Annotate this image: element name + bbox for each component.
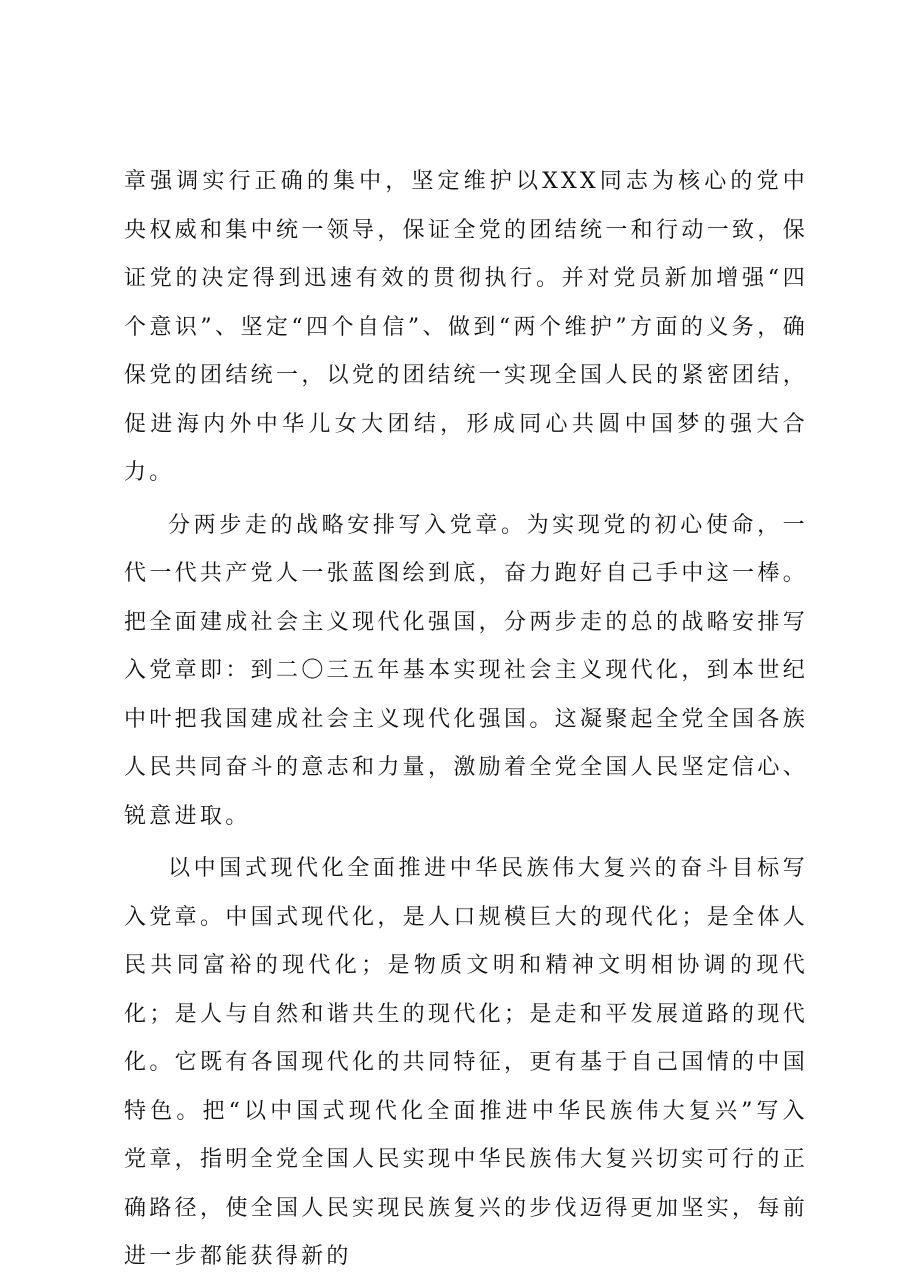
paragraph-1: 章强调实行正确的集中，坚定维护以XXX同志为核心的党中央权威和集中统一领导，保证全党的团结统一和行动一致，保证党的决定得到迅速有效的贯彻执行。并对党员新加增强“四个意识”、坚定“四个自信”、做到“两个维护”方面的义务，确保党的团结统一，以党的团结统一实现全国人民的紧密团结，促进海内外中华儿女大团结，形成同心共圆中国梦的强大合力。 (124, 169, 808, 485)
document-body (124, 158, 808, 1286)
paragraph-2: 分两步走的战略安排写入党章。为实现党的初心使命，一代一代共产党人一张蓝图绘到底，奋力跑好自己手中这一棒。把全面建成社会主义现代化强国，分两步走的总的战略安排写入党章即：到二〇三五年基本实现社会主义现代化，到本世纪中叶把我国建成社会主义现代化强国。这凝聚起全党全国各族人民共同奋斗的意志和力量，激励着全党全国人民坚定信心、锐意进取。 (124, 512, 808, 829)
paragraph-3: 以中国式现代化全面推进中华民族伟大复兴的奋斗目标写入党章。中国式现代化，是人口规模巨大的现代化；是全体人民共同富裕的现代化；是物质文明和精神文明相协调的现代化；是人与自然和谐共生的现代化；是走和平发展道路的现代化。它既有各国现代化的共同特征，更有基于自己国情的中国特色。把“以中国式现代化全面推进中华民族伟大复兴”写入党章，指明全党全国人民实现中华民族伟大复兴切实可行的正确路径，使全国人民实现民族复兴的步伐迈得更加坚实，每前进一步都能获得新的 (124, 856, 808, 1269)
